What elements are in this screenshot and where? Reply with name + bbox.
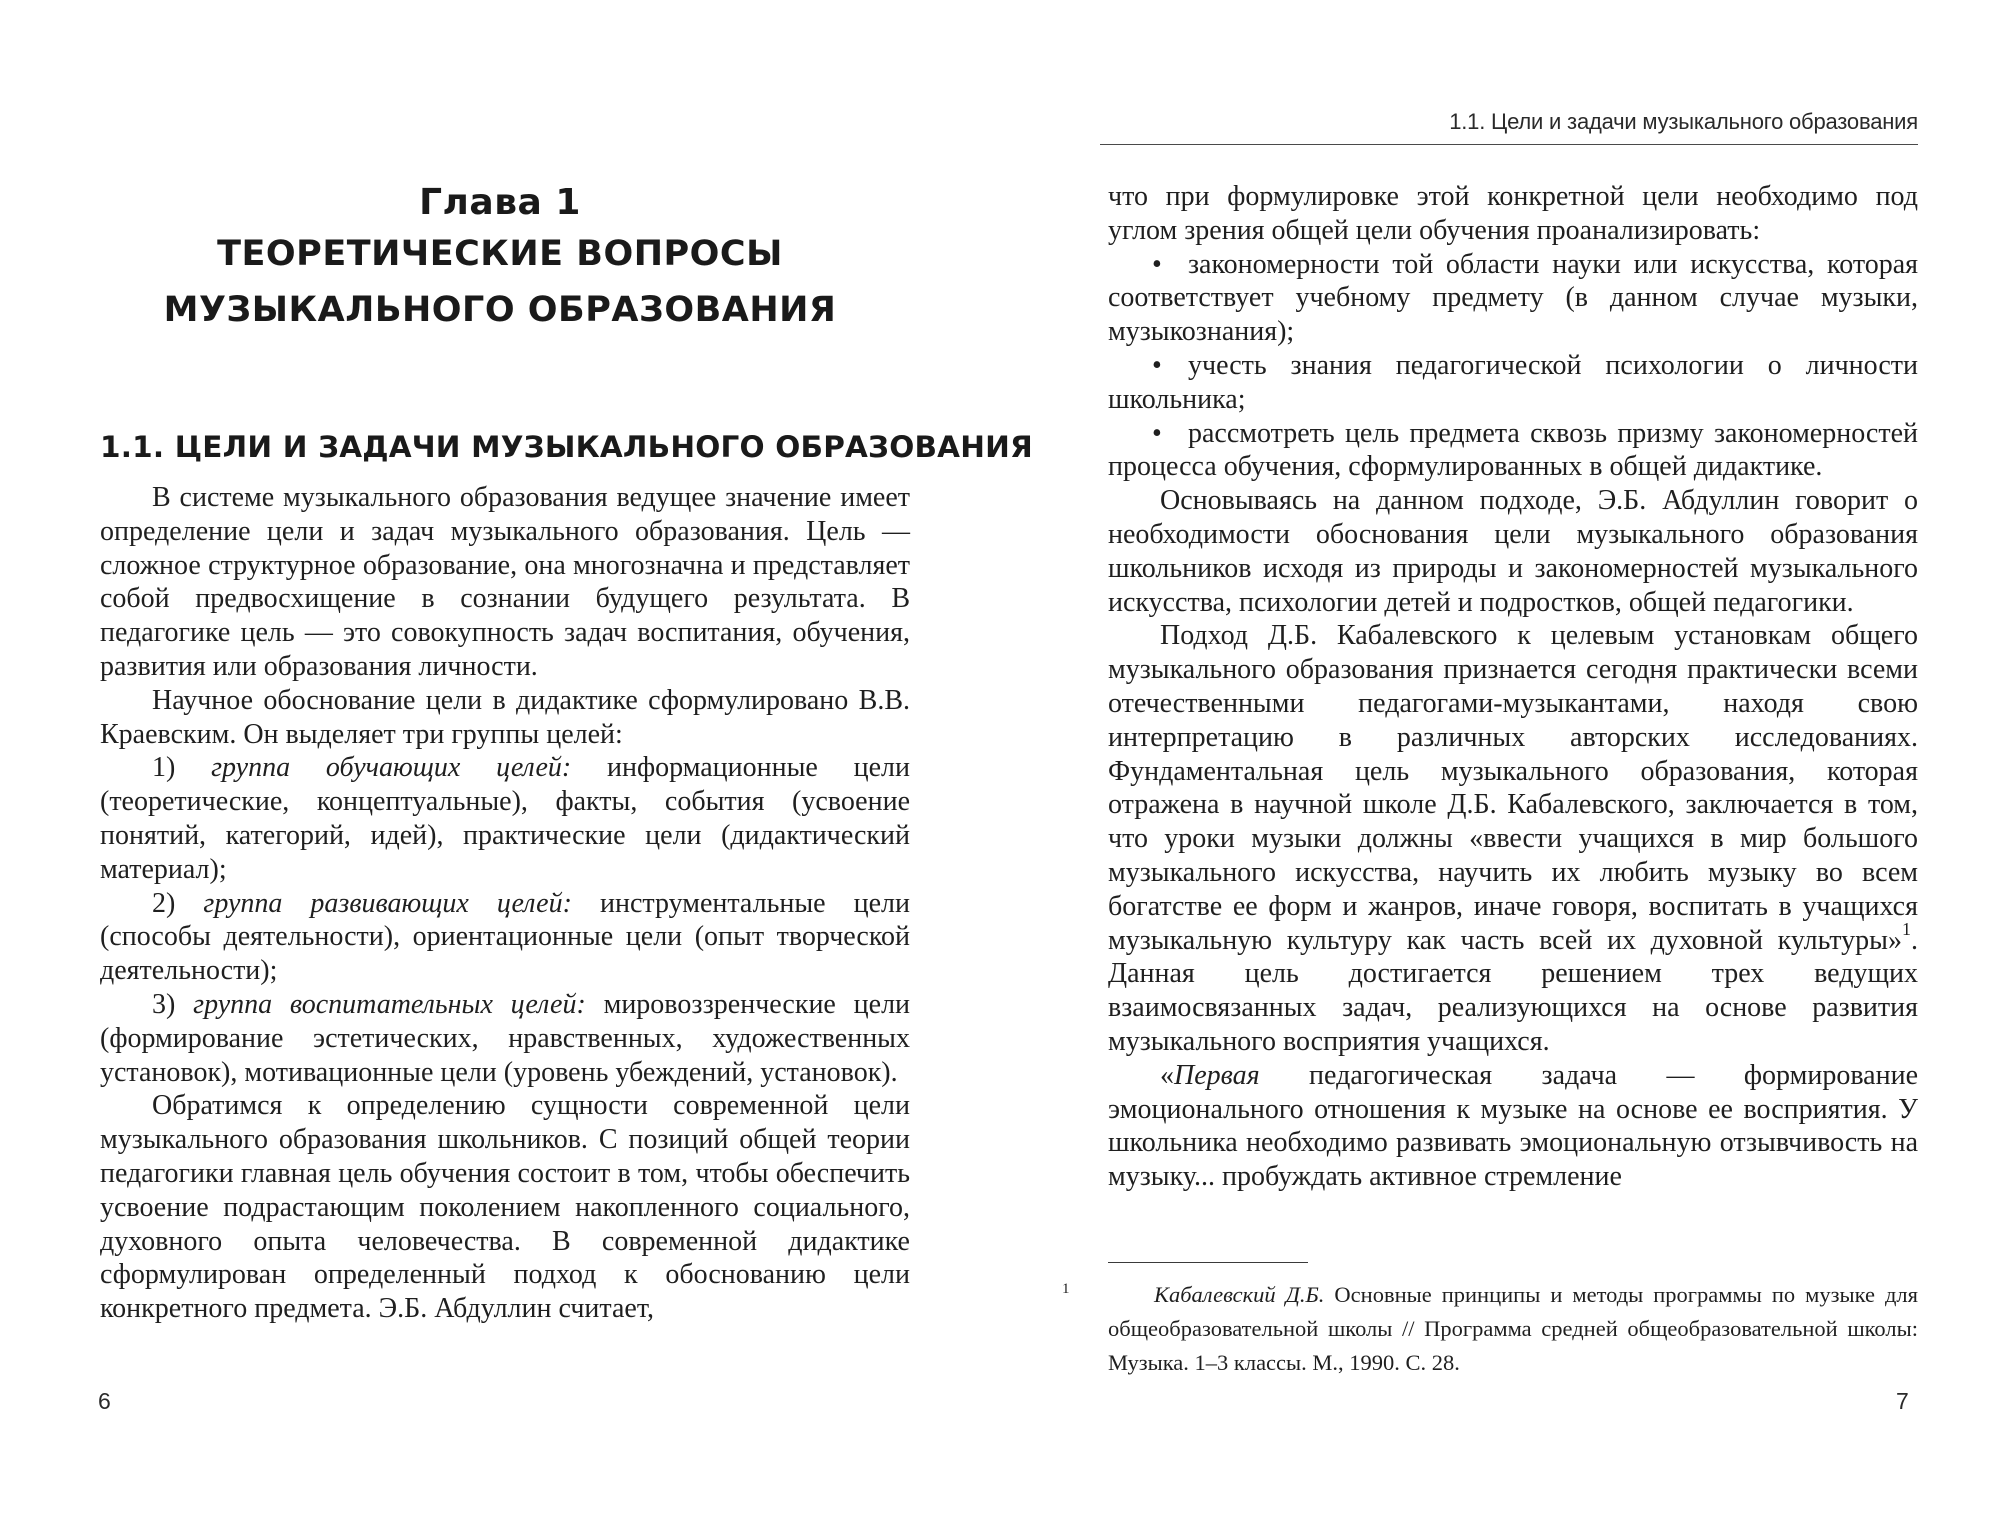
paragraph: В системе музыкального образования ведущее значение имеет определение цели и задач музыкального образования. Цель — сложное структурное образование, она многозначна и представляет собой предвосхищение в сознании будущего результата. В педагогике цель — это совокупность задач воспитания, обучения, развития или образования личности.	[100, 482, 910, 682]
bullet-text: рассмотреть цель предмета сквозь призму закономерностей процесса обучения, сформулированных в общей дидактике.	[1108, 417, 1918, 483]
bullet-icon: •	[1152, 248, 1162, 280]
right-body-text	[1108, 180, 1918, 1194]
paragraph: Обратимся к определению сущности современной цели музыкального образования школьников. С позиций общей теории педагогики главная цель обучения состоит в том, чтобы обеспечить усвоение подрастающим поколением накопленного социального, духовного опыта человечества. В современной дидактике сформулирован определенный подход к обоснованию цели конкретного предмета. Э.Б. Абдуллин считает,	[100, 1090, 910, 1325]
list-item-number: 1)	[152, 752, 176, 784]
paragraph	[1108, 619, 1918, 1058]
paragraph-text: Подход Д.Б. Кабалевского к целевым установкам общего музыкального образования признается сегодня практически всеми отечественными педагогами-музыкантами, находя свою интерпретацию в различных авторских исследованиях. Фундаментальная цель музыкального образования, которая отражена в научной школе Д.Б. Кабалевского, заключается в том, что уроки музыки должны «ввести учащихся в мир большого музыкального искусства, научить их любить музыку во всем богатстве ее форм и жанров, иначе говоря, воспитать в учащихся музыкальную культуру как часть всей их духовной культуры»	[1108, 620, 1918, 956]
bullet-text: закономерности той области науки или искусства, которая соответствует учебному предмету (в данном случае музыки, музыкознания);	[1108, 248, 1918, 348]
bullet-icon: •	[1152, 417, 1162, 449]
bullet-text: учесть знания педагогической психологии о личности школьника;	[1108, 349, 1918, 415]
paragraph-text: педагогическая задача — формирование эмоционального отношения к музыке на основе ее восприятия. У школьника необходимо развивать эмоциональную отзывчивость на музыку... пробуждать активное стремление	[1108, 1059, 1918, 1193]
bullet-icon: •	[1152, 349, 1162, 381]
footnote-divider	[1108, 1262, 1308, 1263]
footnote-reference[interactable]: 1	[1902, 919, 1911, 940]
list-item-label: группа воспитательных целей:	[193, 988, 586, 1020]
paragraph: Научное обоснование цели в дидактике сформулировано В.В. Краевским. Он выделяет три группы целей:	[100, 684, 910, 750]
list-item	[100, 751, 910, 886]
bullet-item	[1108, 248, 1918, 349]
paragraph-text-tail: . Данная цель достигается решением трех ведущих взаимосвязанных задач, реализующихся на основе развития музыкального восприятия учащихся.	[1108, 924, 1918, 1057]
list-item-label: группа развивающих целей:	[203, 887, 572, 919]
chapter-title-line1: ТЕОРЕТИЧЕСКИЕ ВОПРОСЫ	[217, 234, 783, 274]
footnote-author: Кабалевский Д.Б.	[1154, 1282, 1325, 1307]
open-quote: «	[1160, 1059, 1174, 1091]
bullet-item	[1108, 417, 1918, 485]
paragraph-continuation: что при формулировке этой конкретной цели необходимо под углом зрения общей цели обучения проанализировать:	[1108, 181, 1918, 246]
paragraph: Основываясь на данном подходе, Э.Б. Абдуллин говорит о необходимости обоснования цели музыкального образования школьников исходя из природы и закономерностей музыкального искусства, психологии детей и подростков, общей педагогики.	[1108, 485, 1918, 618]
footnote	[1062, 1278, 1918, 1380]
list-item-number: 3)	[152, 988, 176, 1020]
footnote-number: 1	[1062, 1281, 1070, 1297]
bullet-item	[1108, 349, 1918, 417]
list-item	[100, 887, 910, 988]
footnote-text: Основные принципы и методы программы по музыке для общеобразовательной школы // Программа средней общеобразовательной школы: Музыка. 1–3 классы. М., 1990. С. 28.	[1108, 1282, 1918, 1375]
list-item	[100, 988, 910, 1089]
page-number-right: 7	[1896, 1388, 1909, 1414]
chapter-label: Глава 1	[419, 182, 581, 223]
right-page	[1000, 0, 2000, 1513]
list-item-text: инструментальные цели (способы деятельности), ориентационные цели (опыт творческой деятельности);	[100, 887, 910, 987]
paragraph	[1108, 1059, 1918, 1194]
chapter-title-line2: МУЗЫКАЛЬНОГО ОБРАЗОВАНИЯ	[163, 290, 837, 330]
list-item-text: мировоззренческие цели (формирование эстетических, нравственных, художественных установок), мотивационные цели (уровень убеждений, установок).	[100, 988, 911, 1088]
section-heading: 1.1. ЦЕЛИ И ЗАДАЧИ МУЗЫКАЛЬНОГО ОБРАЗОВАНИЯ	[100, 430, 1033, 464]
page-number-left: 6	[98, 1388, 111, 1414]
left-body-text	[100, 481, 910, 1326]
list-item-label: группа обучающих целей:	[211, 752, 572, 784]
chapter-heading	[100, 180, 900, 338]
running-head: 1.1. Цели и задачи музыкального образования	[1100, 108, 1918, 145]
list-item-text: информационные цели (теоретические, концептуальные), факты, события (усвоение понятий, категорий, идей), практические цели (дидактический материал);	[100, 752, 910, 885]
emphasis: Первая	[1174, 1059, 1260, 1091]
list-item-number: 2)	[152, 887, 176, 919]
